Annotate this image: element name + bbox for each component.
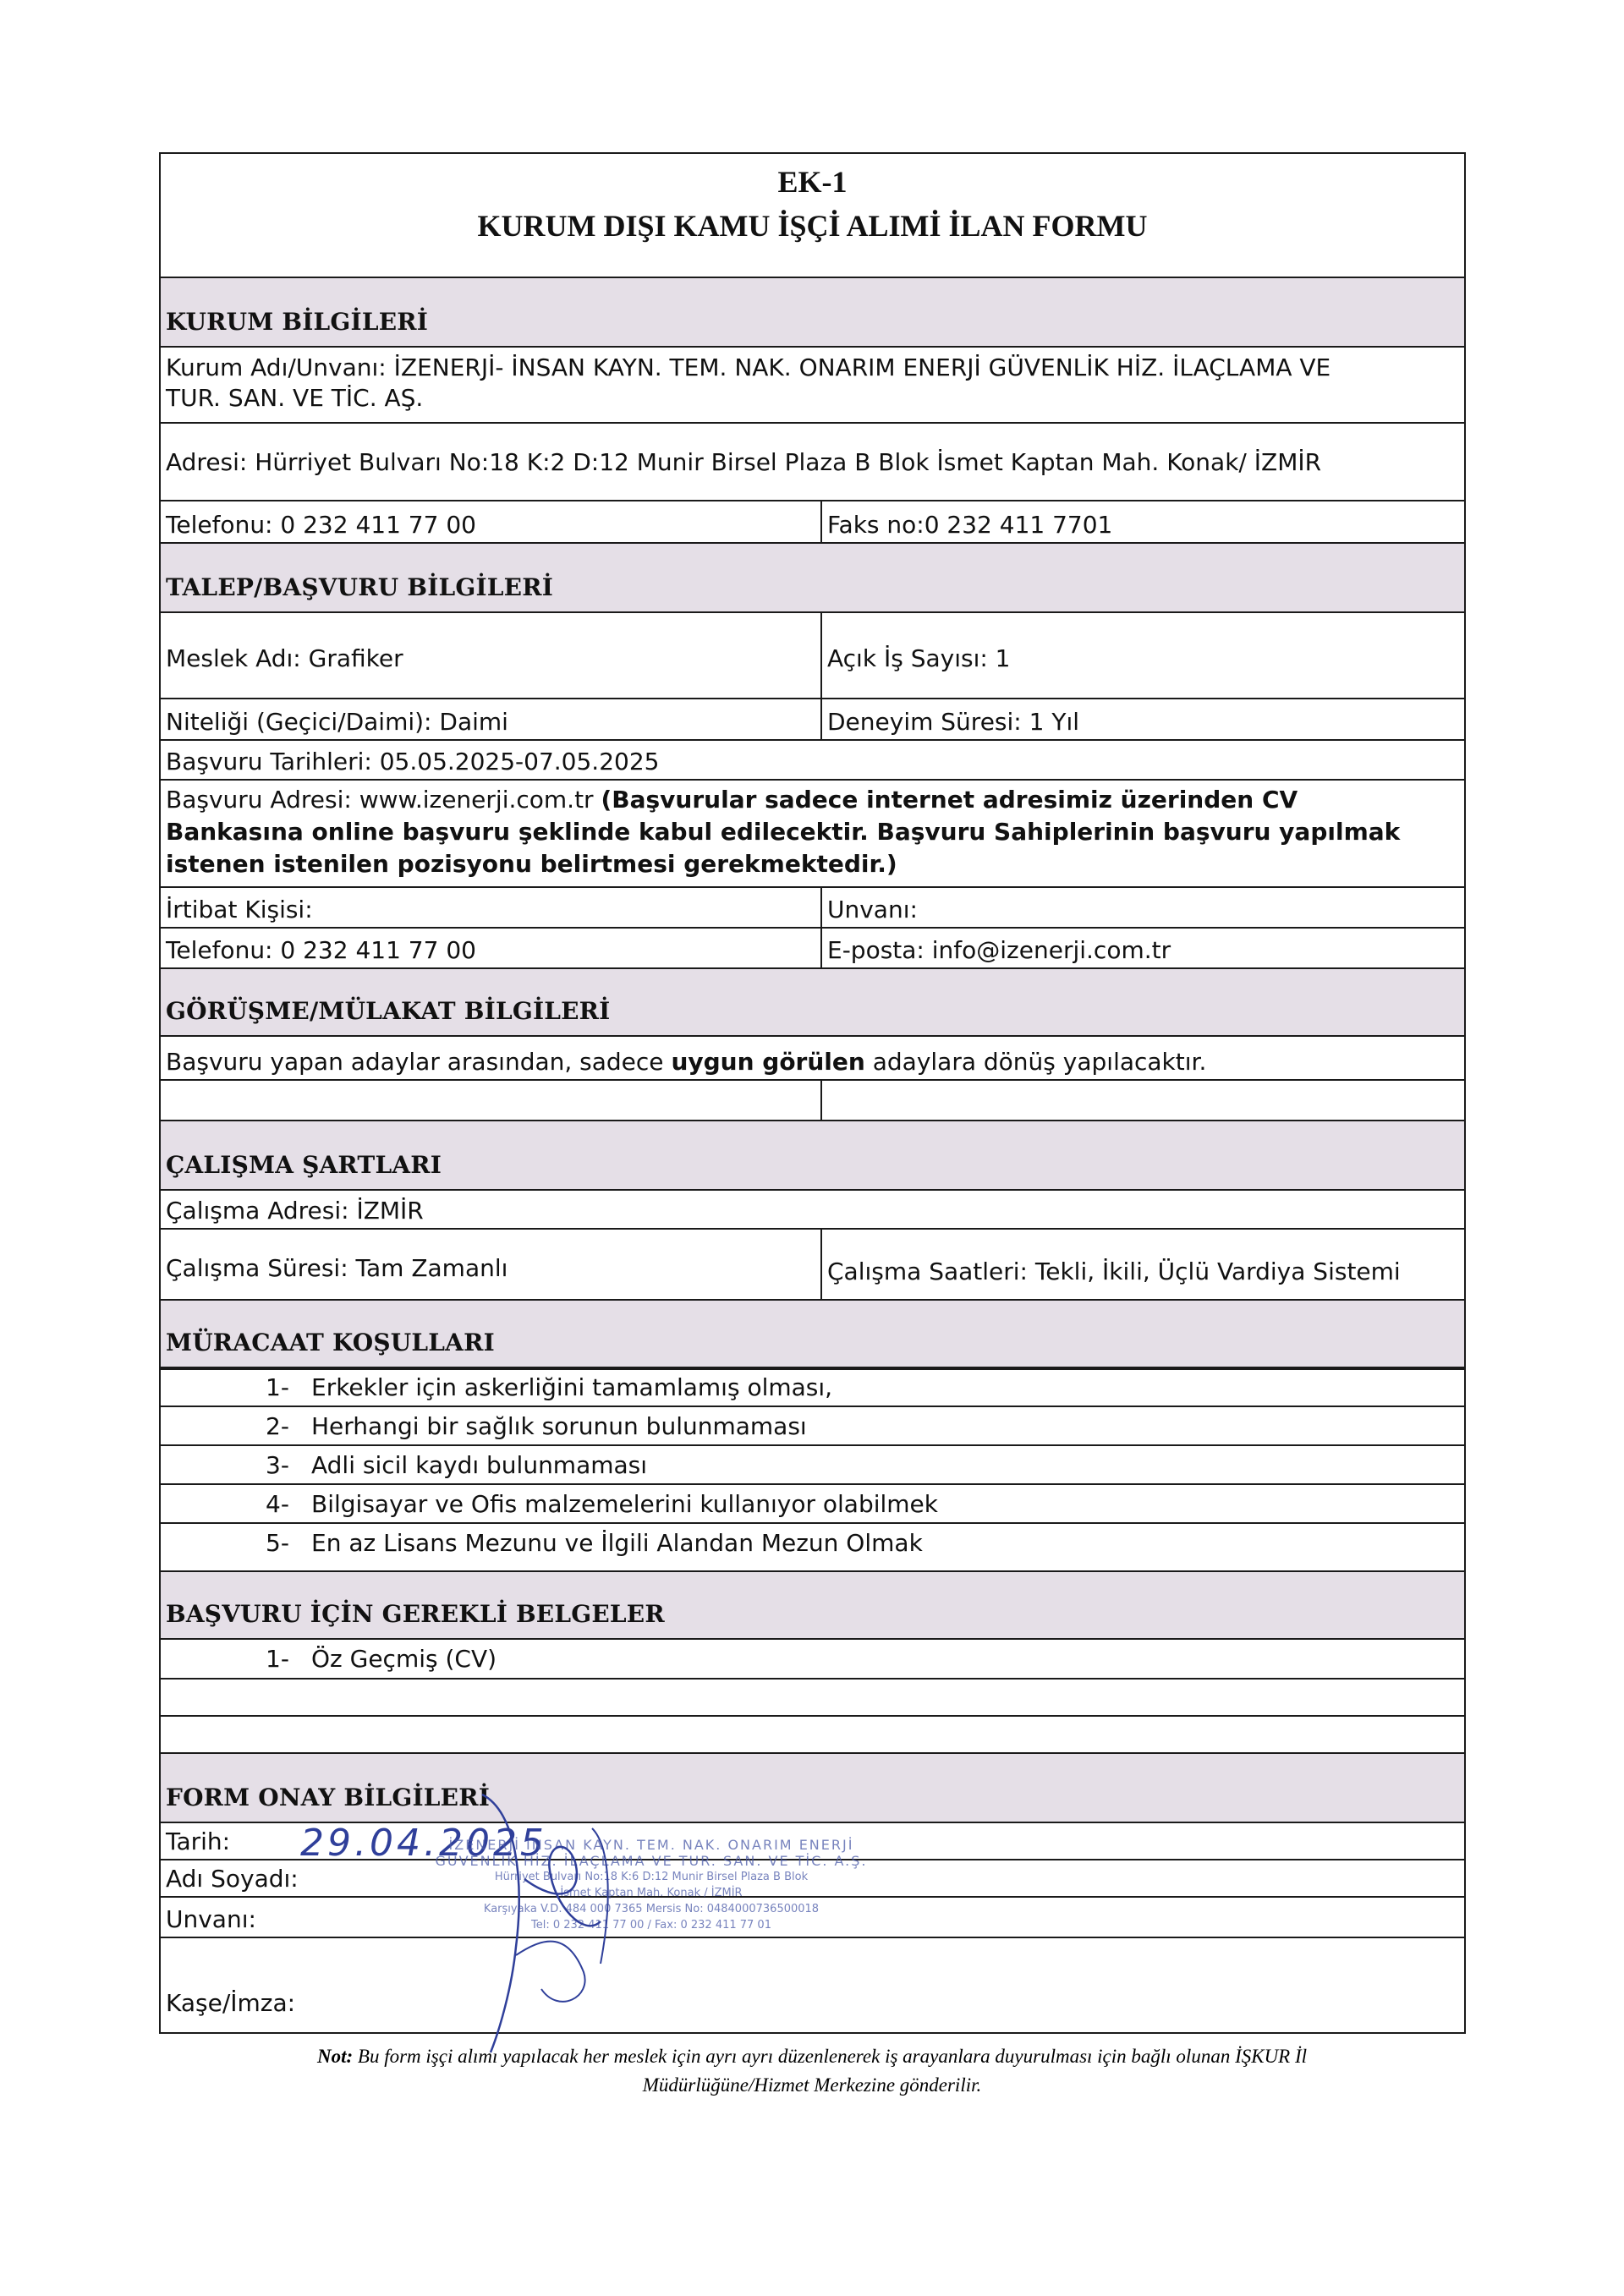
belge-item-row: 1- Öz Geçmiş (CV): [161, 1640, 1464, 1680]
kurum-telefon: Telefonu: 0 232 411 77 00: [166, 511, 476, 539]
talep-deneyim-cell: [822, 699, 1464, 739]
list-rule: [161, 1485, 1464, 1524]
belge-empty-row-1: [161, 1680, 1464, 1717]
irtibat-cell: [161, 888, 822, 927]
acik-is-sayisi: Açık İş Sayısı: 1: [827, 644, 1011, 672]
note-label: Not:: [316, 2046, 354, 2067]
talep-meslek-cell: [161, 613, 822, 698]
section-title-muracaat: MÜRACAAT KOŞULLARI: [166, 1329, 495, 1356]
gorusme-text-row: [161, 1037, 1464, 1081]
list-rule: [161, 1524, 1464, 1572]
talep-nitelik-cell: [161, 699, 822, 739]
basvuru-adresi-note-2: Bankasına online başvuru şeklinde kabul edilecektir. Başvuru Sahiplerinin başvuru yapılmak: [166, 818, 1401, 846]
stamp-line: Tel: 0 232 411 77 00 / Fax: 0 232 411 77 01: [531, 1919, 771, 1932]
kurum-faks: Faks no:0 232 411 7701: [827, 511, 1113, 539]
section-gorusme-header: [161, 969, 1464, 1037]
kurum-faks-cell: [822, 501, 1464, 542]
kurum-tel-cell: [161, 501, 822, 542]
form-code: EK-1: [777, 165, 848, 199]
calisma-sure-row: [161, 1230, 1464, 1301]
list-rule: [161, 1368, 1464, 1407]
calisma-saat-cell: [822, 1230, 1464, 1299]
section-talep-header: [161, 544, 1464, 613]
onay-tarih-row: [161, 1823, 1464, 1860]
stamp-line: Karşıyaka V.D. 484 000 7365 Mersis No: 0484000736500018: [483, 1903, 820, 1915]
onay-adi-row: [161, 1860, 1464, 1898]
section-title-kurum: KURUM BİLGİLERİ: [166, 308, 429, 336]
gorusme-text-a: Başvuru yapan adaylar arasından, sadece: [166, 1048, 672, 1076]
kurum-adres-row: [161, 424, 1464, 501]
muracaat-list: 1- Erkekler için askerliğini tamamlamış olması, 2- Herhangi bir sağlık sorunun bulunmaması 3- Adli sicil kaydı bulunmaması 4- Bilgisayar ve Ofis malzemelerini kullanıyor olabilmek 5- En az Lisans Mezunu ve İlgili Alandan Mezun Olmak: [266, 1373, 939, 1557]
list-rule: [161, 1446, 1464, 1485]
gorusme-empty-row: [161, 1081, 1464, 1121]
kurum-adres: Adresi: Hürriyet Bulvarı No:18 K:2 D:12 Munir Birsel Plaza B Blok İsmet Kaptan Mah. Konak/ İZMİR: [166, 448, 1322, 476]
section-title-calisma: ÇALIŞMA ŞARTLARI: [166, 1151, 442, 1179]
basvuru-adresi-note-1: (Başvurular sadece internet adresimiz üzerinden CV: [601, 786, 1298, 814]
talep-telefon: Telefonu: 0 232 411 77 00: [166, 936, 476, 964]
section-title-gorusme: GÖRÜŞME/MÜLAKAT BİLGİLERİ: [166, 997, 611, 1025]
list-rule: [161, 1407, 1464, 1446]
form-title: KURUM DIŞI KAMU İŞÇİ ALIMİ İLAN FORMU: [477, 209, 1148, 243]
footer-note: [245, 2042, 1379, 2100]
basvuru-adresi-note-3: istenen istenilen pozisyonu belirtmesi gerekmektedir.): [166, 850, 897, 878]
section-onay-header: [161, 1754, 1464, 1823]
talep-meslek-row: [161, 613, 1464, 699]
talep-eposta: E-posta: info@izenerji.com.tr: [827, 936, 1171, 964]
gorusme-text: [166, 1047, 1206, 1077]
form-frame: [159, 152, 1466, 2034]
section-title-talep: TALEP/BAŞVURU BİLGİLERİ: [166, 573, 553, 601]
section-kurum-header: [161, 278, 1464, 348]
calisma-sure-cell: [161, 1230, 822, 1299]
talep-nitelik-row: [161, 699, 1464, 741]
gorusme-empty-right: [822, 1081, 1464, 1120]
basvuru-tarihleri: Başvuru Tarihleri: 05.05.2025-07.05.2025: [166, 748, 660, 775]
basvuru-adresi: Başvuru Adresi: www.izenerji.com.tr: [166, 786, 601, 814]
note-text: Bu form işçi alımı yapılacak her meslek için ayrı ayrı düzenlenerek iş arayanlara duyurulması için bağlı olunan İŞKUR İl Müdürlüğüne/Hizmet Merkezine gönderilir.: [353, 2046, 1308, 2096]
onay-kase-row: [161, 1938, 1464, 2034]
kurum-unvan-line2: TUR. SAN. VE TİC. AŞ.: [166, 384, 424, 412]
talep-telefon-cell: [161, 929, 822, 967]
section-title-belgeler: BAŞVURU İÇİN GEREKLİ BELGELER: [166, 1600, 665, 1628]
talep-iletisim-row: [161, 929, 1464, 969]
meslek-adi: Meslek Adı: Grafiker: [166, 644, 403, 672]
kurum-tel-row: [161, 501, 1464, 544]
kurum-unvan-row: [161, 348, 1464, 424]
calisma-suresi: Çalışma Süresi: Tam Zamanlı: [166, 1254, 508, 1282]
tarih-label: Tarih:: [166, 1827, 231, 1855]
talep-acik-is-cell: [822, 613, 1464, 698]
form-header: [161, 154, 1464, 278]
talep-eposta-cell: [822, 929, 1464, 967]
unvan-cell: [822, 888, 1464, 927]
stamp-line: Hürriyet Bulvarı No:18 K:6 D:12 Munir Birsel Plaza B Blok: [494, 1871, 809, 1883]
handwritten-date: 29.04.2025: [300, 1822, 547, 1865]
irtibat-kisisi: İrtibat Kişisi:: [166, 896, 313, 923]
stamp-line: GÜVENLİK HİZ. İLAÇLAMA VE TUR. SAN. VE TİC. A.Ş.: [435, 1853, 868, 1869]
gorusme-text-bold: uygun görülen: [671, 1048, 865, 1076]
talep-adres-row: [161, 781, 1464, 888]
nitelik: Niteliği (Geçici/Daimi): Daimi: [166, 708, 508, 736]
onay-unvan-label: Unvanı:: [166, 1905, 256, 1933]
talep-tarihler-row: [161, 741, 1464, 781]
deneyim-suresi: Deneyim Süresi: 1 Yıl: [827, 708, 1080, 736]
kurum-unvan-line1: Kurum Adı/Unvanı: İZENERJİ- İNSAN KAYN. TEM. NAK. ONARIM ENERJİ GÜVENLİK HİZ. İLAÇLAMA VE: [166, 353, 1331, 381]
calisma-adres-row: [161, 1191, 1464, 1230]
irtibat-unvani: Unvanı:: [827, 896, 918, 923]
stamp-line: İZENERJİ İNSAN KAYN. TEM. NAK. ONARIM ENERJİ: [448, 1837, 854, 1853]
calisma-saatleri: Çalışma Saatleri: Tekli, İkili, Üçlü Vardiya Sistemi: [827, 1258, 1401, 1285]
kase-imza-label: Kaşe/İmza:: [166, 1989, 296, 2017]
section-title-onay: FORM ONAY BİLGİLERİ: [166, 1784, 490, 1811]
gorusme-text-b: adaylara dönüş yapılacaktır.: [864, 1048, 1207, 1076]
section-belgeler-header: [161, 1572, 1464, 1640]
belge-empty-row-2: [161, 1717, 1464, 1754]
onay-unvan-row: [161, 1898, 1464, 1938]
section-muracaat-header: [161, 1301, 1464, 1368]
gorusme-empty-left: [161, 1081, 822, 1120]
section-calisma-header: [161, 1121, 1464, 1191]
calisma-adresi: Çalışma Adresi: İZMİR: [166, 1197, 424, 1225]
adi-soyadi-label: Adı Soyadı:: [166, 1865, 299, 1893]
stamp-line: İsmet Kaptan Mah. Konak / İZMİR: [560, 1887, 743, 1899]
talep-irtibat-row: [161, 888, 1464, 929]
